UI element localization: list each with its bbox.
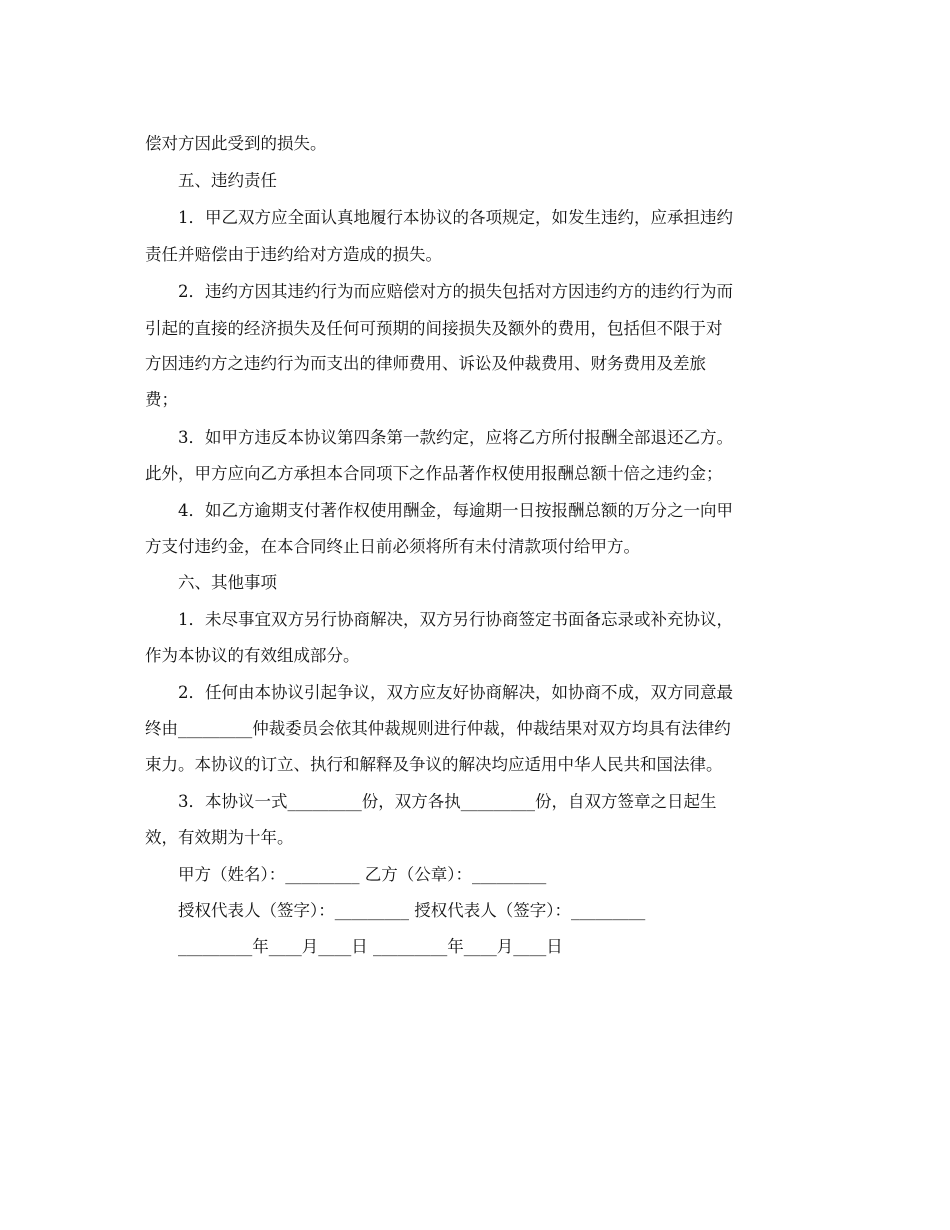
text-line: 偿对方因此受到的损失。 [145, 134, 327, 153]
text-line: 3．本协议一式_________份，双方各执_________份，自双方签章之日起生 [178, 792, 717, 811]
text-line: 4．如乙方逾期支付著作权使用酬金，每逾期一日按报酬总额的万分之一向甲 [178, 501, 733, 520]
text-line: 方支付违约金，在本合同终止日前必须将所有未付清款项付给甲方。 [145, 537, 640, 556]
text-line: 方因违约方之违约行为而支出的律师费用、诉讼及仲裁费用、财务费用及差旅 [145, 354, 706, 373]
text-line: 束力。本协议的订立、执行和解释及争议的解决均应适用中华人民共和国法律。 [145, 755, 723, 774]
text-line: 1．甲乙双方应全面认真地履行本协议的各项规定，如发生违约，应承担违约 [178, 208, 733, 227]
section-heading: 六、其他事项 [178, 573, 277, 592]
text-line: 效，有效期为十年。 [145, 828, 294, 847]
text-line: 作为本协议的有效组成部分。 [145, 646, 360, 665]
signature-representative-line: 授权代表人（签字）：_________ 授权代表人（签字）：_________ [178, 901, 646, 920]
text-line: 2．任何由本协议引起争议，双方应友好协商解决，如协商不成，双方同意最 [178, 683, 733, 702]
text-line: 费； [145, 390, 178, 409]
text-line: 此外，甲方应向乙方承担本合同项下之作品著作权使用报酬总额十倍之违约金； [145, 464, 723, 483]
text-line: 1．未尽事宜双方另行协商解决，双方另行协商签定书面备忘录或补充协议， [178, 610, 733, 629]
signature-party-line: 甲方（姓名）：_________ 乙方（公章）：_________ [178, 865, 547, 884]
text-line: 2．违约方因其违约行为而应赔偿对方的损失包括对方因违约方的违约行为而 [178, 282, 733, 301]
text-line: 终由_________仲裁委员会依其仲裁规则进行仲裁，仲裁结果对双方均具有法律约 [145, 719, 731, 738]
signature-date-line: _________年____月____日 _________年____月____日 [178, 937, 563, 956]
text-line: 责任并赔偿由于违约给对方造成的损失。 [145, 245, 442, 264]
text-line: 引起的直接的经济损失及任何可预期的间接损失及额外的费用，包括但不限于对 [145, 319, 723, 338]
text-line: 3．如甲方违反本协议第四条第一款约定，应将乙方所付报酬全部退还乙方。 [178, 428, 733, 447]
section-heading: 五、违约责任 [178, 171, 277, 190]
